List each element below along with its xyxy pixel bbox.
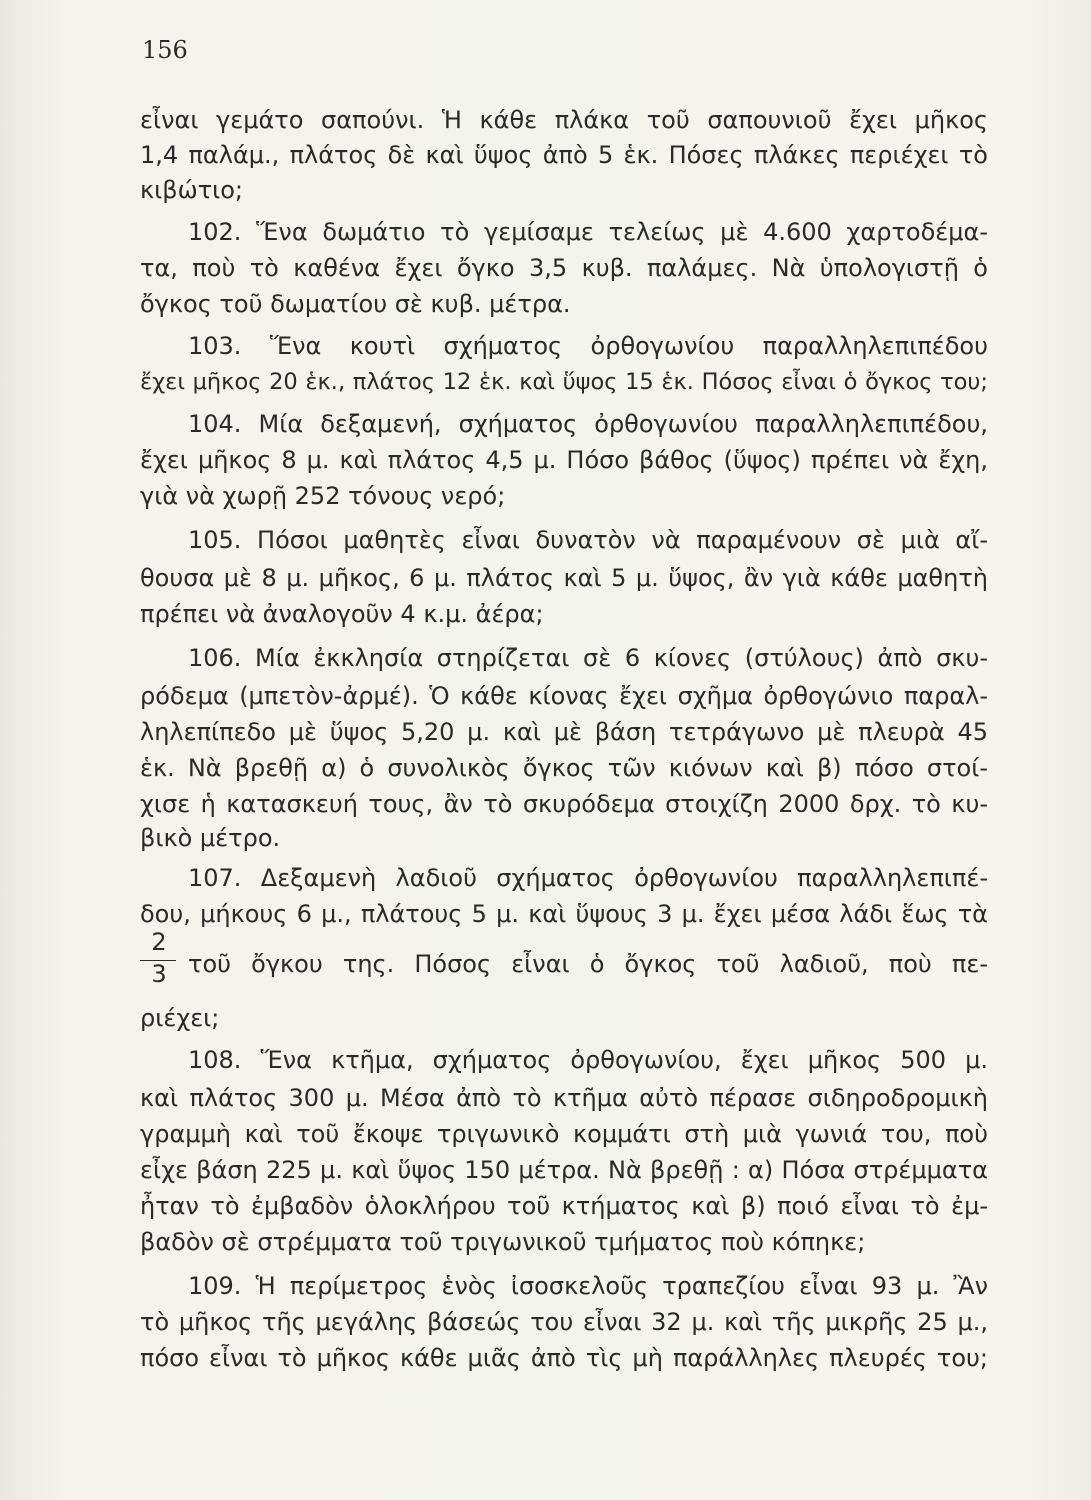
problem-107-line: 107. Δεξαμενὴ λαδιοῦ σχήματος ὀρθογωνίου παραλληλεπιπέ- <box>188 864 988 892</box>
fraction-denominator: 3 <box>151 960 167 988</box>
problem-108-line: 108. Ἕνα κτῆμα, σχήματος ὀρθογωνίου, ἔχει μῆκος 500 μ. <box>188 1046 988 1074</box>
text-line: τὸ μῆκος τῆς μεγάλης βάσεώς του εἶναι 32 μ. καὶ τῆς μικρῆς 25 μ., <box>140 1308 988 1336</box>
fraction-numerator: 2 <box>151 928 167 956</box>
text-line: ὄγκος τοῦ δωματίου σὲ κυβ. μέτρα. <box>140 290 571 318</box>
problem-109-line: 109. Ἡ περίμετρος ἑνὸς ἰσοσκελοῦς τραπεζίου εἶναι 93 μ. Ἂν <box>188 1272 988 1300</box>
page-number: 156 <box>142 36 188 64</box>
problem-102-line: 102. Ἕνα δωμάτιο τὸ γεμίσαμε τελείως μὲ 4.600 χαρτοδέμα- <box>188 218 988 246</box>
text-line: καὶ πλάτος 300 μ. Μέσα ἀπὸ τὸ κτῆμα αὐτὸ πέρασε σιδηροδρομικὴ <box>140 1084 988 1112</box>
text-line: ἑκ. Νὰ βρεθῇ α) ὁ συνολικὸς ὄγκος τῶν κιόνων καὶ β) πόσο στοί- <box>140 754 988 782</box>
problem-106-line: 106. Μία ἐκκλησία στηρίζεται σὲ 6 κίονες (στύλους) ἀπὸ σκυ- <box>188 644 988 672</box>
text-line: βαδὸν σὲ στρέμματα τοῦ τριγωνικοῦ τμήματος ποὺ κόπηκε; <box>140 1228 866 1256</box>
text-line: κιβώτιο; <box>140 176 244 204</box>
text-line: βικὸ μέτρο. <box>140 824 281 852</box>
problem-104-line: 104. Μία δεξαμενή, σχήματος ὀρθογωνίου παραλληλεπιπέδου, <box>188 410 988 438</box>
text-line: θουσα μὲ 8 μ. μῆκος, 6 μ. πλάτος καὶ 5 μ. ὕψος, ἂν γιὰ κάθε μαθητὴ <box>140 564 988 592</box>
text-line: γραμμὴ καὶ τοῦ ἔκοψε τριγωνικὸ κομμάτι στὴ μιὰ γωνιά του, ποὺ <box>140 1120 988 1148</box>
text-line: χισε ἡ κατασκευή τους, ἂν τὸ σκυρόδεμα στοιχίζη 2000 δρχ. τὸ κυ- <box>140 790 988 818</box>
text-line: ρόδεμα (μπετὸν-ἀρμέ). Ὁ κάθε κίονας ἔχει σχῆμα ὀρθογώνιο παραλ- <box>140 682 988 710</box>
text-line: τοῦ ὄγκου της. Πόσος εἶναι ὁ ὄγκος τοῦ λαδιοῦ, ποὺ πε- <box>188 950 988 978</box>
text-line: ριέχει; <box>140 1004 220 1032</box>
text-line: πόσο εἶναι τὸ μῆκος κάθε μιᾶς ἀπὸ τὶς μὴ παράλληλες πλευρές του; <box>140 1344 988 1372</box>
text-line: ἔχει μῆκος 20 ἑκ., πλάτος 12 ἑκ. καὶ ὕψος 15 ἑκ. Πόσος εἶναι ὁ ὄγκος του; <box>140 369 988 395</box>
text-line: ἔχει μῆκος 8 μ. καὶ πλάτος 4,5 μ. Πόσο βάθος (ὕψος) πρέπει νὰ ἔχη, <box>140 446 988 474</box>
text-line: δου, μήκους 6 μ., πλάτους 5 μ. καὶ ὕψους 3 μ. ἔχει μέσα λάδι ἕως τὰ <box>140 900 988 928</box>
text-line: 1,4 παλάμ., πλάτος δὲ καὶ ὕψος ἀπὸ 5 ἑκ. Πόσες πλάκες περιέχει τὸ <box>140 141 988 169</box>
text-line: γιὰ νὰ χωρῇ 252 τόνους νερό; <box>140 482 506 510</box>
text-line: πρέπει νὰ ἀναλογοῦν 4 κ.μ. ἀέρα; <box>140 600 544 628</box>
problem-103-line: 103. Ἕνα κουτὶ σχήματος ὀρθογωνίου παραλληλεπιπέδου <box>188 332 988 360</box>
text-line: εἶναι γεμάτο σαπούνι. Ἡ κάθε πλάκα τοῦ σαπουνιοῦ ἔχει μῆκος <box>140 106 988 134</box>
text-line: εἶχε βάση 225 μ. καὶ ὕψος 150 μέτρα. Νὰ βρεθῇ : α) Πόσα στρέμματα <box>140 1156 988 1184</box>
problem-105-line: 105. Πόσοι μαθητὲς εἶναι δυνατὸν νὰ παραμένουν σὲ μιὰ αἴ- <box>188 526 988 554</box>
text-line: τα, ποὺ τὸ καθένα ἔχει ὄγκο 3,5 κυβ. παλάμες. Νὰ ὑπολογιστῇ ὁ <box>140 254 988 282</box>
text-line: ληλεπίπεδο μὲ ὕψος 5,20 μ. καὶ μὲ βάση τετράγωνο μὲ πλευρὰ 45 <box>140 718 988 746</box>
text-line: ἦταν τὸ ἐμβαδὸν ὁλοκλήρου τοῦ κτήματος καὶ β) ποιό εἶναι τὸ ἐμ- <box>140 1192 988 1220</box>
